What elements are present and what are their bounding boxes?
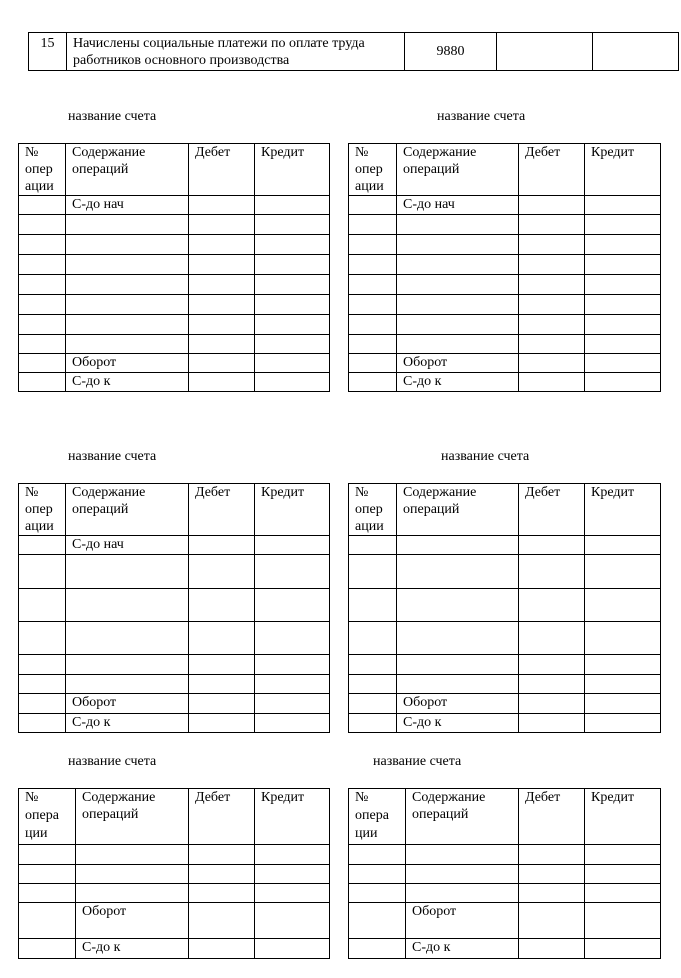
account-title-6: название счета: [373, 754, 462, 769]
turnover-label: Оборот: [397, 354, 519, 373]
header-debit: Дебет: [519, 789, 585, 845]
account-title-1: название счета: [68, 109, 157, 124]
header-credit: Кредит: [255, 144, 330, 196]
header-debit: Дебет: [519, 484, 585, 536]
header-credit: Кредит: [585, 144, 661, 196]
header-content: Содержание операций: [76, 789, 189, 845]
header-content: Содержание операций: [66, 144, 189, 196]
closing-balance-label: С-до к: [76, 939, 189, 959]
turnover-label: Оборот: [406, 903, 519, 939]
header-credit: Кредит: [585, 789, 661, 845]
turnover-label: Оборот: [66, 354, 189, 373]
opening-balance-label: С-до нач: [66, 196, 189, 215]
header-content: Содержание операций: [66, 484, 189, 536]
header-number: № опер ации: [349, 144, 397, 196]
header-credit: Кредит: [255, 789, 330, 845]
operation-description: Начислены социальные платежи по оплате труда работников основного производства: [67, 33, 405, 71]
closing-balance-label: С-до к: [66, 373, 189, 392]
header-number: № опера ции: [19, 789, 76, 845]
header-number: № опер ации: [19, 484, 66, 536]
header-debit: Дебет: [189, 144, 255, 196]
turnover-label: Оборот: [397, 694, 519, 714]
header-number: № опера ции: [349, 789, 406, 845]
header-debit: Дебет: [519, 144, 585, 196]
operation-number: 15: [29, 33, 67, 71]
account-title-3: название счета: [68, 449, 157, 464]
operation-debit-account: [497, 33, 593, 71]
closing-balance-label: С-до к: [397, 714, 519, 733]
t-account-table-1: [18, 143, 330, 392]
header-content: Содержание операций: [397, 484, 519, 536]
t-account-table-5: [18, 788, 330, 959]
header-number: № опер ации: [19, 144, 66, 196]
header-content: Содержание операций: [406, 789, 519, 845]
opening-balance-label: С-до нач: [66, 536, 189, 555]
header-debit: Дебет: [189, 484, 255, 536]
t-account-table-3: [18, 483, 330, 733]
header-credit: Кредит: [585, 484, 661, 536]
header-number: № опер ации: [349, 484, 397, 536]
operation-credit-account: [593, 33, 679, 71]
closing-balance-label: С-до к: [406, 939, 519, 959]
account-title-5: название счета: [68, 754, 157, 769]
t-account-table-4: [348, 483, 661, 733]
account-title-4: название счета: [441, 449, 530, 464]
header-debit: Дебет: [189, 789, 255, 845]
turnover-label: Оборот: [76, 903, 189, 939]
opening-balance-label: С-до нач: [397, 196, 519, 215]
t-account-table-2: [348, 143, 661, 392]
operation-amount: 9880: [405, 33, 497, 71]
account-title-2: название счета: [437, 109, 526, 124]
turnover-label: Оборот: [66, 694, 189, 714]
header-content: Содержание операций: [397, 144, 519, 196]
operation-row-table: [28, 32, 679, 71]
closing-balance-label: С-до к: [66, 714, 189, 733]
t-account-table-6: [348, 788, 661, 959]
header-credit: Кредит: [255, 484, 330, 536]
closing-balance-label: С-до к: [397, 373, 519, 392]
